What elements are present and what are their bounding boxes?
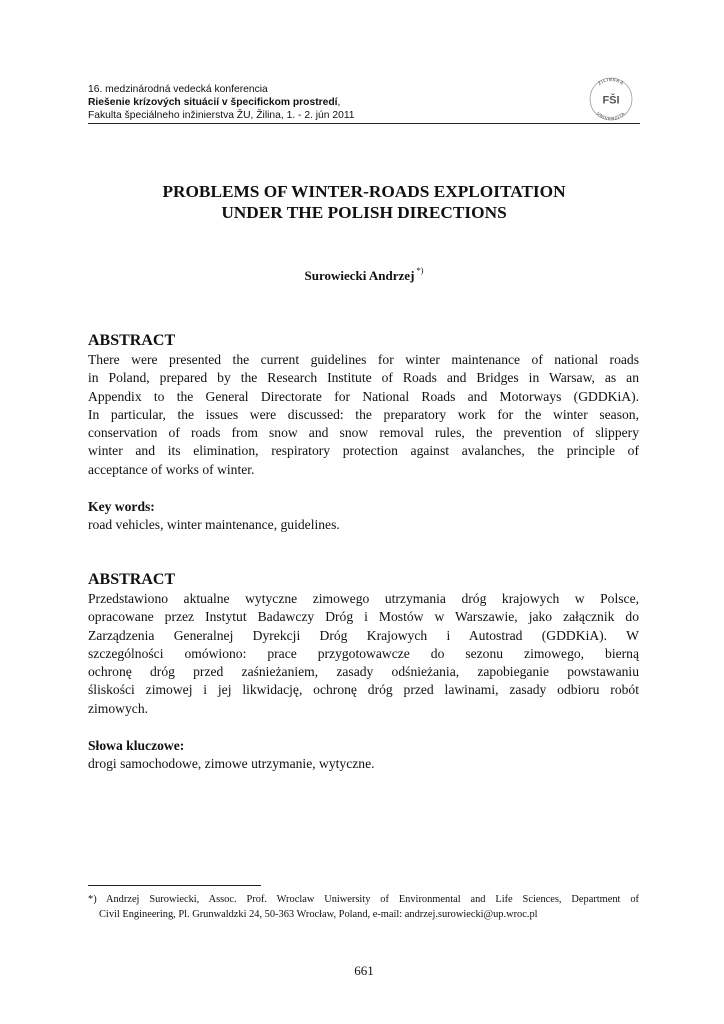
seal-ring-bottom-text: UNIVERZITA xyxy=(595,110,627,122)
paper-title-line-1: PROBLEMS OF WINTER-ROADS EXPLOITATION xyxy=(162,182,566,201)
seal-ring-top-text: ŽILINSKÁ xyxy=(597,76,625,86)
abstract-pl-line: szczególności omówiono: prace przygotowawcze do sezonu zimowego, bierną xyxy=(88,645,639,661)
abstract-line: acceptance of works of winter. xyxy=(88,461,255,477)
author-footnote-mark: *) xyxy=(416,265,424,275)
paper-title xyxy=(88,181,640,223)
abstract-line: winter and its elimination, respiratory protection against avalanches, the principle of xyxy=(88,443,639,459)
footnote-divider xyxy=(88,885,261,886)
author-name: Surowiecki Andrzej xyxy=(304,268,415,283)
conference-header xyxy=(88,83,640,122)
keywords-heading: Key words: xyxy=(88,499,155,514)
abstract-pl-body xyxy=(88,590,639,718)
abstract-body xyxy=(88,351,639,479)
keywords-pl-list: drogi samochodowe, zimowe utrzymanie, wytyczne. xyxy=(88,756,375,771)
abstract-heading: ABSTRACT xyxy=(88,332,176,349)
author-line xyxy=(88,262,640,284)
abstract-line: Appendix to the General Directorate for National Roads and Motorways (GDDKiA). xyxy=(88,388,639,404)
seal-center-text: FŠI xyxy=(602,94,620,107)
abstract-pl-heading: ABSTRACT xyxy=(88,571,176,588)
abstract-line: In particular, the issues were discussed: the preparatory work for the winter season, xyxy=(88,406,639,422)
abstract-pl-line: Zarządzenia Generalnej Dyrekcji Dróg Krajowych i Autostrad (GDDKiA). W xyxy=(88,627,639,643)
abstract-line: in Poland, prepared by the Research Institute of Roads and Bridges in Warsaw, as an xyxy=(88,370,639,386)
footnote-line-2: Civil Engineering, Pl. Grunwaldzki 24, 50-363 Wrocław, Poland, e-mail: andrzej.surowiecki@up.wroc.pl xyxy=(99,908,538,920)
conference-topic-title: Riešenie krízových situácií v špecifickom prostredí xyxy=(88,97,338,108)
footnote-line-1: *) Andrzej Surowiecki, Assoc. Prof. Wroclaw Uniwersity of Environmental and Life Sciences, Department of xyxy=(88,894,639,905)
header-divider xyxy=(88,123,640,124)
abstract-line: There were presented the current guidelines for winter maintenance of national roads xyxy=(88,352,639,367)
author-footnote xyxy=(88,893,639,922)
university-seal-logo xyxy=(586,75,636,123)
abstract-pl-line: zimowych. xyxy=(88,700,149,716)
conference-topic xyxy=(88,96,640,109)
keywords-list: road vehicles, winter maintenance, guidelines. xyxy=(88,517,340,532)
page-number: 661 xyxy=(354,963,374,978)
conference-name: 16. medzinárodná vedecká konferencia xyxy=(88,84,268,95)
keywords-pl-heading: Słowa kluczowe: xyxy=(88,738,185,753)
paper-title-line-2: UNDER THE POLISH DIRECTIONS xyxy=(221,203,507,222)
abstract-pl-line: śliskości zimowej i jej likwidację, ochronę dróg przed lawinami, zasady odbioru robót xyxy=(88,682,639,698)
conference-topic-tail: , xyxy=(337,97,341,108)
conference-venue: Fakulta špeciálneho inžinierstva ŽU, Žilina, 1. - 2. jún 2011 xyxy=(88,110,355,121)
abstract-pl-line: opracowane przez Instytut Badawczy Dróg i Mostów w Warszawie, jako załącznik do xyxy=(88,609,639,625)
abstract-pl-line: ochronę dróg przed zaśnieżaniem, zasady odśnieżania, zapobieganie powstawaniu xyxy=(88,664,639,680)
abstract-pl-line: Przedstawiono aktualne wytyczne zimowego utrzymania dróg krajowych w Polsce, xyxy=(88,591,639,606)
abstract-line: conservation of roads from snow and snow removal rules, the prevention of slippery xyxy=(88,425,639,441)
